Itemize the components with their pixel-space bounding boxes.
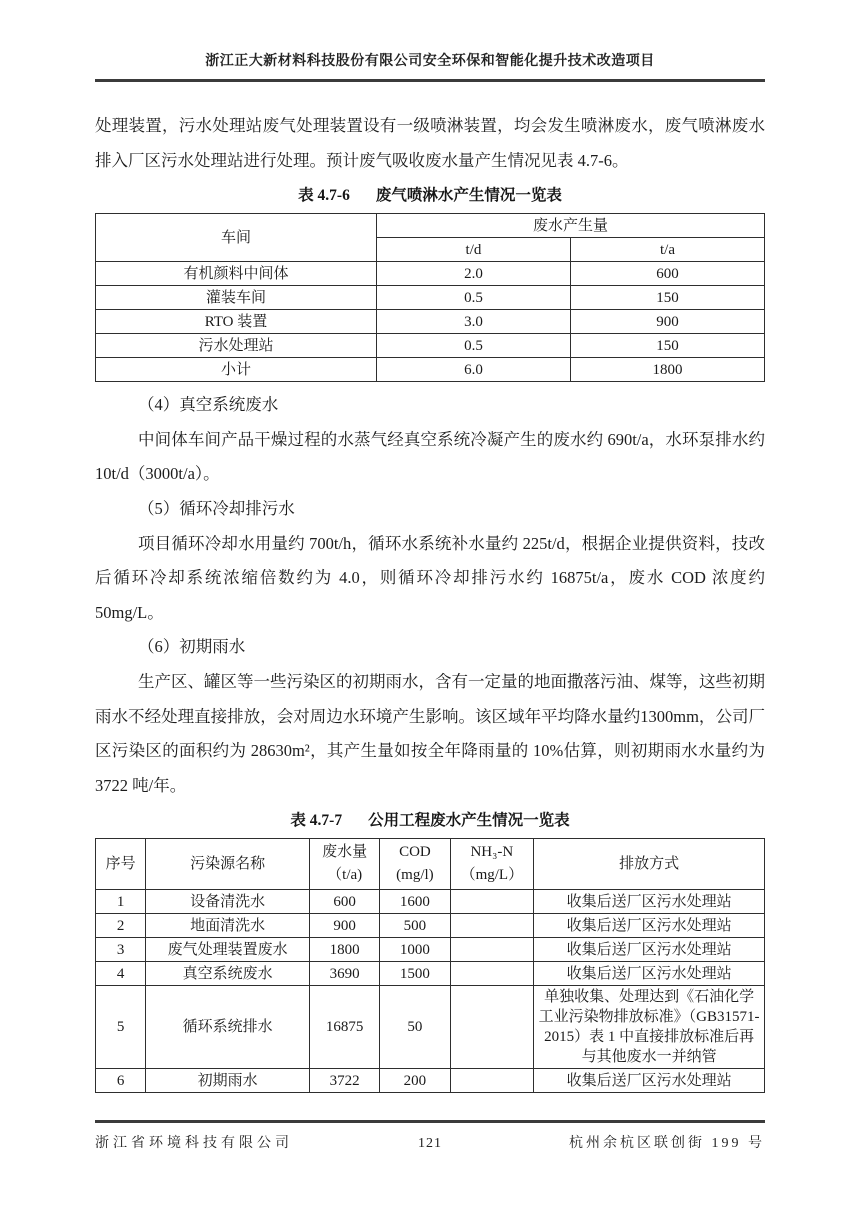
table-cell: 1500 [380, 962, 450, 986]
table-cell: RTO 装置 [96, 310, 377, 334]
section-5-heading: （5）循环冷却排污水 [138, 498, 295, 518]
footer-company: 浙江省环境科技有限公司 [95, 1136, 293, 1151]
table-cell: 灌装车间 [96, 286, 377, 310]
paragraph-spray-wastewater: 处理装置，污水处理站废气处理装置设有一级喷淋装置，均会发生喷淋废水，废气喷淋废水排入厂区污水处理站进行处理。预计废气吸收废水量产生情况见表 4.7-6。 [95, 116, 765, 170]
table-row [96, 358, 765, 382]
table-cell: 1 [96, 890, 146, 914]
section-5-paragraph: 项目循环冷却水用量约 700t/h，循环水系统补水量约 225t/d，根据企业提供资料，技改后循环冷却系统浓缩倍数约为 4.0，则循环冷却排污水约 16875t/a，废水 COD 浓度约 50mg/L。 [95, 533, 765, 622]
table-cell: 500 [380, 914, 450, 938]
table-cell: 200 [380, 1069, 450, 1093]
table-cell: 150 [570, 334, 764, 358]
table-cell: 600 [310, 890, 380, 914]
table-cell [450, 890, 534, 914]
table-cell: 真空系统废水 [146, 962, 310, 986]
table-header-row [96, 839, 765, 890]
table1-caption-label: 表 4.7-6 [298, 187, 350, 205]
table-cell: 6 [96, 1069, 146, 1093]
table-cell: 0.5 [376, 334, 570, 358]
table2-header-nh3n: NH₃-N （mg/L） [450, 839, 534, 890]
table-cell: 收集后送厂区污水处理站 [534, 962, 765, 986]
table-cell [450, 1069, 534, 1093]
table-cell: 设备清洗水 [146, 890, 310, 914]
table-cell [450, 914, 534, 938]
body-flow [95, 109, 765, 1093]
table-cell: 3.0 [376, 310, 570, 334]
table-cell: 污水处理站 [96, 334, 377, 358]
table-cell: 900 [570, 310, 764, 334]
table-cell: 150 [570, 286, 764, 310]
table-row [96, 334, 765, 358]
table-cell: 4 [96, 962, 146, 986]
table-cell: 初期雨水 [146, 1069, 310, 1093]
table-cell: 2 [96, 914, 146, 938]
footer-row [95, 1132, 765, 1152]
table-cell: 有机颜料中间体 [96, 262, 377, 286]
table1-header-group: 废水产生量 [376, 214, 764, 238]
table2-header-no: 序号 [96, 839, 146, 890]
table2-header-source: 污染源名称 [146, 839, 310, 890]
table-cell: 循环系统排水 [146, 986, 310, 1069]
table2-caption [95, 806, 765, 836]
table-cell: 收集后送厂区污水处理站 [534, 1069, 765, 1093]
footer-page-number: 121 [418, 1136, 442, 1151]
table-waste-gas-spray-water [95, 213, 765, 382]
table-cell: 600 [570, 262, 764, 286]
table-cell: 小计 [96, 358, 377, 382]
table2-header-amount: 废水量 （t/a) [310, 839, 380, 890]
table-cell: 1800 [570, 358, 764, 382]
table-cell [450, 938, 534, 962]
table-cell: 16875 [310, 986, 380, 1069]
table-row [96, 214, 765, 238]
table2-caption-title: 公用工程废水产生情况一览表 [368, 812, 570, 830]
table-cell: 单独收集、处理达到《石油化学工业污染物排放标准》（GB31571-2015）表 1 中直接排放标准后再与其他废水一并纳管 [534, 986, 765, 1069]
section-4-paragraph: 中间体车间产品干燥过程的水蒸气经真空系统冷凝产生的废水约 690t/a，水环泵排水约 10t/d（3000t/a）。 [95, 429, 765, 484]
table-cell: 50 [380, 986, 450, 1069]
table-cell [450, 986, 534, 1069]
page-footer [95, 1120, 765, 1152]
table-cell: 3722 [310, 1069, 380, 1093]
table-cell: 废气处理装置废水 [146, 938, 310, 962]
table-cell: 0.5 [376, 286, 570, 310]
table-cell: 1000 [380, 938, 450, 962]
table1-header-workshop: 车间 [96, 214, 377, 262]
table-row [96, 310, 765, 334]
header-rule [95, 79, 765, 82]
table-cell: 3 [96, 938, 146, 962]
page-content [95, 0, 765, 1093]
table-cell: 收集后送厂区污水处理站 [534, 938, 765, 962]
table-cell: 地面清洗水 [146, 914, 310, 938]
table-cell: 1800 [310, 938, 380, 962]
footer-address: 杭州余杭区联创街 199 号 [569, 1136, 765, 1151]
table-cell: 5 [96, 986, 146, 1069]
table-row [96, 962, 765, 986]
table2-caption-label: 表 4.7-7 [290, 812, 343, 830]
table-row [96, 1069, 765, 1093]
table-cell: 6.0 [376, 358, 570, 382]
table-cell: 1600 [380, 890, 450, 914]
table-cell: 3690 [310, 962, 380, 986]
section-4-heading: （4）真空系统废水 [138, 395, 279, 415]
table1-caption [95, 181, 765, 211]
header-title: 浙江正大新材料科技股份有限公司安全环保和智能化提升技术改造项目 [205, 54, 655, 69]
section-6-heading: （6）初期雨水 [138, 637, 246, 657]
table-row [96, 286, 765, 310]
table-cell: 2.0 [376, 262, 570, 286]
table-row [96, 986, 765, 1069]
table1-header-ta: t/a [570, 238, 764, 262]
table-row [96, 914, 765, 938]
table-utility-wastewater [95, 838, 765, 1093]
table-cell: 收集后送厂区污水处理站 [534, 914, 765, 938]
table-cell: 900 [310, 914, 380, 938]
table2-header-cod: COD (mg/l) [380, 839, 450, 890]
footer-rule [95, 1120, 765, 1123]
table-row [96, 262, 765, 286]
table1-caption-title: 废气喷淋水产生情况一览表 [375, 187, 562, 205]
table-row [96, 890, 765, 914]
table1-header-td: t/d [376, 238, 570, 262]
table2-header-disposal: 排放方式 [534, 839, 765, 890]
table-row [96, 938, 765, 962]
section-6-paragraph: 生产区、罐区等一些污染区的初期雨水，含有一定量的地面撒落污油、煤等，这些初期雨水不经处理直接排放，会对周边水环境产生影响。该区域年平均降水量约1300mm，公司厂区污染区的面积约为 28630m²，其产生量如按全年降雨量的 10%估算，则初期雨水水量约为 3722 吨/年。 [95, 671, 765, 795]
table-cell [450, 962, 534, 986]
table-cell: 收集后送厂区污水处理站 [534, 890, 765, 914]
